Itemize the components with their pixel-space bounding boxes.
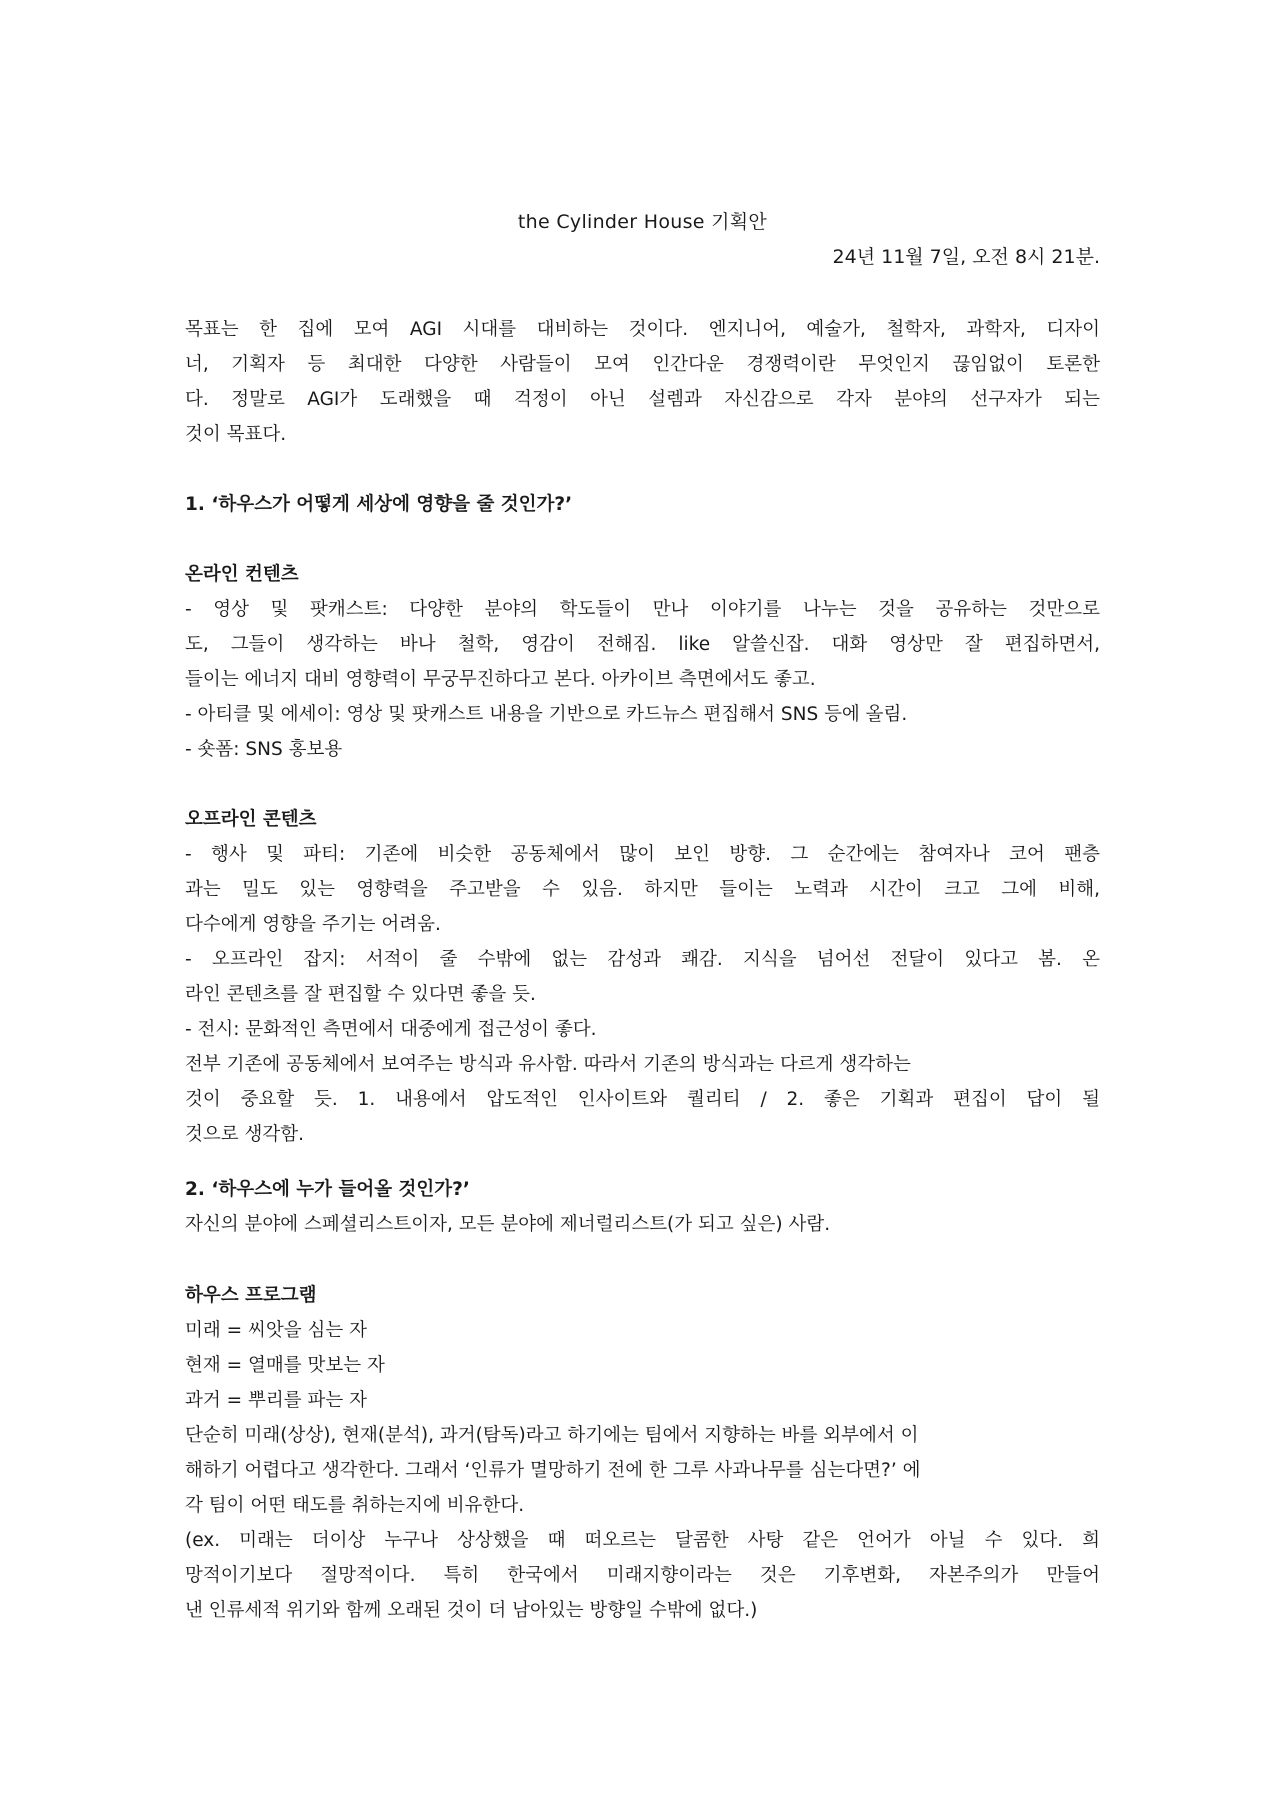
section-2-line: 자신의 분야에 스페셜리스트이자, 모든 분야에 제너럴리스트(가 되고 싶은) 사람. bbox=[185, 1214, 831, 1235]
intro-line: 것이 목표다. bbox=[185, 424, 287, 445]
program-line: 현재 = 열매를 맛보는 자 bbox=[185, 1355, 385, 1376]
offline-line: 것으로 생각함. bbox=[185, 1124, 304, 1145]
section-1 bbox=[185, 487, 1100, 1152]
intro-line: 다. 정말로 AGI가 도래했을 때 걱정이 아닌 설렘과 자신감으로 각자 분야의 선구자가 되는 bbox=[185, 389, 1100, 410]
program-line: 낸 인류세적 위기와 함께 오래된 것이 더 남아있는 방향일 수밖에 없다.) bbox=[185, 1600, 758, 1621]
section-2 bbox=[185, 1172, 1100, 1242]
program-line: 각 팀이 어떤 태도를 취하는지에 비유한다. bbox=[185, 1495, 525, 1516]
offline-line: 라인 콘텐츠를 잘 편집할 수 있다면 좋을 듯. bbox=[185, 984, 536, 1005]
house-program bbox=[185, 1278, 1100, 1628]
program-line: 단순히 미래(상상), 현재(분석), 과거(탐독)라고 하기에는 팀에서 지향하는 바를 외부에서 이 bbox=[185, 1425, 919, 1446]
online-content-heading: 온라인 컨텐츠 bbox=[185, 564, 299, 585]
document-date: 24년 11월 7일, 오전 8시 21분. bbox=[832, 246, 1100, 268]
offline-line: 것이 중요할 듯. 1. 내용에서 압도적인 인사이트와 퀄리티 / 2. 좋은 기획과 편집이 답이 될 bbox=[185, 1089, 1100, 1110]
document-title: the Cylinder House 기획안 bbox=[517, 211, 768, 233]
online-line: - 아티클 및 에세이: 영상 및 팟캐스트 내용을 기반으로 카드뉴스 편집해서 SNS 등에 올림. bbox=[185, 704, 908, 725]
program-line: 미래 = 씨앗을 심는 자 bbox=[185, 1320, 367, 1341]
offline-line: 전부 기존에 공동체에서 보여주는 방식과 유사함. 따라서 기존의 방식과는 다르게 생각하는 bbox=[185, 1054, 911, 1075]
intro-paragraph bbox=[185, 312, 1100, 452]
section-2-heading: 2. ‘하우스에 누가 들어올 것인가?’ bbox=[185, 1179, 470, 1200]
intro-line: 목표는 한 집에 모여 AGI 시대를 대비하는 것이다. 엔지니어, 예술가, 철학자, 과학자, 디자이 bbox=[185, 319, 1100, 340]
intro-line: 너, 기획자 등 최대한 다양한 사람들이 모여 인간다운 경쟁력이란 무엇인지 끊임없이 토론한 bbox=[185, 354, 1100, 375]
online-line: - 숏폼: SNS 홍보용 bbox=[185, 739, 343, 760]
section-1-heading: 1. ‘하우스가 어떻게 세상에 영향을 줄 것인가?’ bbox=[185, 494, 573, 515]
online-line: - 영상 및 팟캐스트: 다양한 분야의 학도들이 만나 이야기를 나누는 것을 공유하는 것만으로 bbox=[185, 599, 1100, 620]
program-line: 망적이기보다 절망적이다. 특히 한국에서 미래지향이라는 것은 기후변화, 자본주의가 만들어 bbox=[185, 1565, 1100, 1586]
online-line: 도, 그들이 생각하는 바나 철학, 영감이 전해짐. like 알쓸신잡. 대화 영상만 잘 편집하면서, bbox=[185, 634, 1100, 655]
house-program-heading: 하우스 프로그램 bbox=[185, 1285, 317, 1306]
offline-line: - 전시: 문화적인 측면에서 대중에게 접근성이 좋다. bbox=[185, 1019, 597, 1040]
offline-line: - 오프라인 잡지: 서적이 줄 수밖에 없는 감성과 쾌감. 지식을 넘어선 전달이 있다고 봄. 온 bbox=[185, 949, 1100, 970]
program-line: (ex. 미래는 더이상 누구나 상상했을 때 떠오르는 달콤한 사탕 같은 언어가 아닐 수 있다. 희 bbox=[185, 1530, 1100, 1551]
program-line: 해하기 어렵다고 생각한다. 그래서 ‘인류가 멸망하기 전에 한 그루 사과나무를 심는다면?’ 에 bbox=[185, 1460, 921, 1481]
offline-line: 과는 밀도 있는 영향력을 주고받을 수 있음. 하지만 들이는 노력과 시간이 크고 그에 비해, bbox=[185, 879, 1100, 900]
offline-line: 다수에게 영향을 주기는 어려움. bbox=[185, 914, 441, 935]
offline-line: - 행사 및 파티: 기존에 비슷한 공동체에서 많이 보인 방향. 그 순간에는 참여자나 코어 팬층 bbox=[185, 844, 1100, 865]
online-line: 들이는 에너지 대비 영향력이 무궁무진하다고 본다. 아카이브 측면에서도 좋고. bbox=[185, 669, 816, 690]
offline-content-heading: 오프라인 콘텐츠 bbox=[185, 809, 317, 830]
program-line: 과거 = 뿌리를 파는 자 bbox=[185, 1390, 367, 1411]
